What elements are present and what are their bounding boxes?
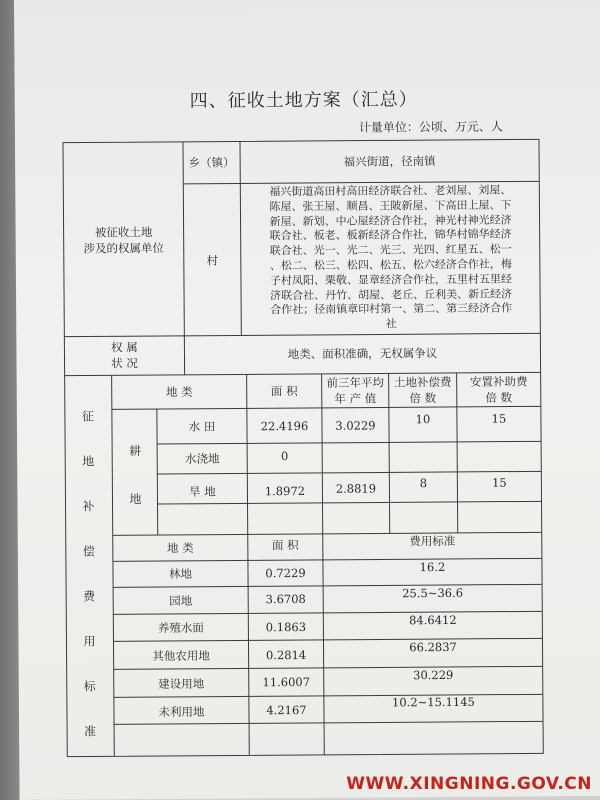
vertical-char: 准 (84, 724, 97, 739)
table-cell: 0 (280, 449, 289, 464)
table-cell: 2.8819 (335, 481, 377, 496)
ownership-status-value: 地类、面积准确，无权属争议 (287, 346, 438, 362)
township-value: 福兴街道，径南镇 (343, 154, 436, 169)
header-resettle: 安置补助费 倍 数 (469, 374, 528, 405)
table-cell: 旱 地 (189, 484, 216, 499)
table-cell: 84.6412 (409, 612, 457, 628)
table-cell: 园地 (169, 593, 193, 608)
table-cell: 4.2167 (266, 702, 307, 718)
vertical-char: 地 (129, 492, 142, 507)
table-cell: 11.6007 (262, 674, 311, 690)
header-land-comp: 土地补偿费 倍 数 (393, 374, 452, 406)
header-avg-output: 前三年平均 年 产 值 (326, 375, 384, 406)
village-line: 合作社；径南镇章印村第一、第二、第三经济合作 (270, 301, 513, 317)
table-cell: 建设用地 (158, 676, 205, 692)
table-cell: 1.8972 (264, 483, 306, 499)
table-cell: 0.7229 (265, 565, 306, 581)
owner-label: 被征收土地 涉及的权属单位 (83, 225, 165, 256)
other-header-standard: 费用标准 (409, 533, 456, 549)
village-line: 子村凤阳、栗敬、显章经济合作社，五里村五里经 (269, 272, 513, 288)
ownership-status-label: 权 属 状 况 (111, 340, 138, 371)
other-header-area: 面 积 (271, 538, 299, 553)
village-line: 济联合社、丹竹、胡屋、老丘、丘利美、新丘经济 (270, 287, 513, 302)
village-line: 联合社、板老、板新经济合作社，锦华村锦华经济 (269, 227, 512, 243)
table-cell: 8 (419, 476, 428, 491)
table-cell: 15 (491, 411, 507, 426)
vertical-char: 耕 (129, 444, 142, 459)
table-cell: 10 (415, 412, 431, 427)
table-cell: 林地 (168, 566, 193, 581)
cultivated-vertical-label (127, 427, 144, 523)
table-cell: 10.2~15.1145 (391, 694, 475, 710)
table-cell: 养殖水面 (157, 620, 204, 636)
vertical-char: 用 (83, 634, 96, 649)
vertical-char: 征 (81, 409, 94, 424)
vertical-char: 费 (83, 589, 96, 604)
table-cell: 15 (492, 475, 507, 490)
table-cell: 0.1863 (265, 619, 307, 635)
table-cell: 其他农用地 (152, 648, 210, 664)
vertical-char: 标 (83, 679, 96, 694)
table-cell: 25.5~36.6 (402, 585, 464, 601)
township-label: 乡（镇） (188, 155, 235, 170)
vertical-char: 补 (82, 499, 95, 514)
village-line: 联合社、光一、光二、光三、光四、红星五、松一 (269, 242, 512, 258)
vertical-char: 地 (82, 454, 95, 469)
header-area: 面 积 (270, 384, 298, 399)
table-cell: 30.229 (413, 667, 454, 683)
village-line: 陈屋、张王屋、顺昌、王陂新屋、下高田上屋、下 (269, 198, 512, 214)
vertical-char: 偿 (82, 544, 95, 559)
table-cell: 水浇地 (184, 451, 220, 466)
village-line: 新屋、新划、中心屋经济合作社，神光村神光经济 (269, 213, 512, 228)
table-cell: 0.2814 (265, 647, 307, 663)
other-header-land-type: 地 类 (166, 540, 194, 555)
village-list (243, 183, 538, 333)
table-cell: 未利用地 (158, 704, 205, 720)
village-line: 、松二、松三、松四、松五、松六经济合作社，梅 (269, 257, 512, 273)
page-title: 四、征收土地方案（汇总） (189, 89, 418, 112)
watermark: WWW.XINGNING.GOV.CN (346, 774, 592, 794)
village-line: 福兴街道高田村高田经济联合社、老刘屋、刘屋、 (269, 183, 512, 199)
village-line: 社 (385, 317, 397, 331)
units-note: 计量单位：公顷、万元、人 (358, 119, 503, 135)
header-land-type: 地 类 (165, 384, 193, 399)
table-cell: 22.4196 (260, 418, 309, 434)
table-cell: 3.6708 (265, 591, 306, 607)
table-cell: 66.2837 (409, 639, 457, 655)
compensation-vertical-label (80, 394, 99, 754)
table-cell: 16.2 (419, 560, 446, 575)
document-page (14, 0, 600, 800)
village-label: 村 (206, 253, 219, 268)
table-cell: 水 田 (188, 419, 216, 434)
table-cell: 3.0229 (335, 418, 376, 433)
